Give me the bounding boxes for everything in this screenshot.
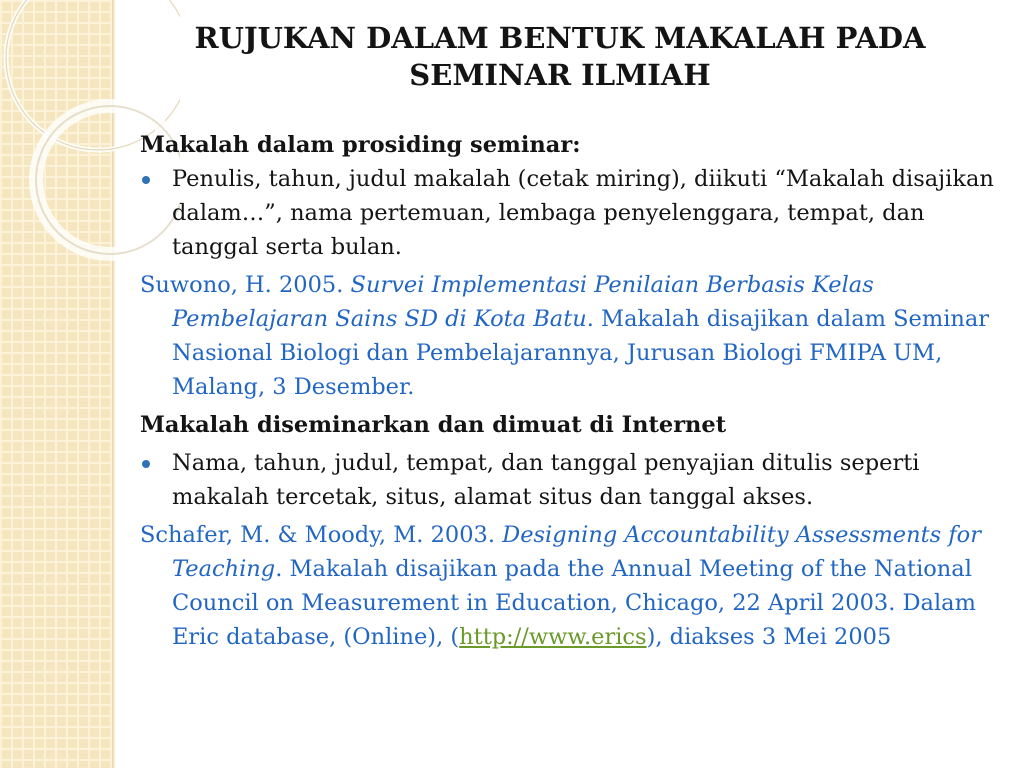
reference-title: Survei Implementasi Penilaian Berbasis Kelas Pembelajaran Sains SD di Kota Batu bbox=[172, 272, 874, 332]
reference-example-schafer bbox=[140, 518, 1000, 654]
slide-content-area bbox=[140, 0, 1000, 654]
bullet-text: Nama, tahun, judul, tempat, dan tanggal penyajian ditulis seperti makalah tercetak, situs, alamat situs dan tanggal akses. bbox=[172, 450, 920, 510]
bullet-icon bbox=[142, 460, 150, 468]
reference-author-year: Suwono, H. 2005. bbox=[140, 272, 351, 298]
slide-title-line-2: SEMINAR ILMIAH bbox=[409, 58, 711, 92]
reference-link[interactable]: http://www.erics bbox=[459, 624, 647, 650]
slide-title bbox=[140, 20, 980, 94]
bullet-item-internet-rule bbox=[140, 446, 1000, 514]
reference-details: . Makalah disajikan dalam Seminar Nasional Biologi dan Pembelajarannya, Jurusan Biologi FMIPA UM, Malang, 3 Desember. bbox=[172, 306, 990, 400]
reference-access-date: ), diakses 3 Mei 2005 bbox=[646, 624, 892, 650]
bullet-text: Penulis, tahun, judul makalah (cetak miring), diikuti “Makalah disajikan dalam…”, nama pertemuan, lembaga penyelenggara, tempat, dan tanggal serta bulan. bbox=[172, 166, 994, 260]
reference-author-year: Schafer, M. & Moody, M. 2003. bbox=[140, 522, 503, 548]
bullet-icon bbox=[142, 176, 150, 184]
section-heading-internet: Makalah diseminarkan dan dimuat di Internet bbox=[140, 412, 727, 438]
slide-body bbox=[140, 128, 1000, 654]
bullet-item-proceedings-rule bbox=[140, 162, 1000, 264]
reference-example-suwono bbox=[140, 268, 1000, 404]
reference-details: . Makalah disajikan pada the Annual Meeting of the National Council on Measurement in Education, Chicago, 22 April 2003. Dalam Eric database, (Online), ( bbox=[172, 556, 976, 650]
reference-title: Designing Accountability Assessments for Teaching bbox=[172, 522, 981, 582]
section-heading-proceedings: Makalah dalam prosiding seminar: bbox=[140, 132, 581, 158]
slide-title-line-1: RUJUKAN DALAM BENTUK MAKALAH PADA bbox=[194, 21, 926, 55]
